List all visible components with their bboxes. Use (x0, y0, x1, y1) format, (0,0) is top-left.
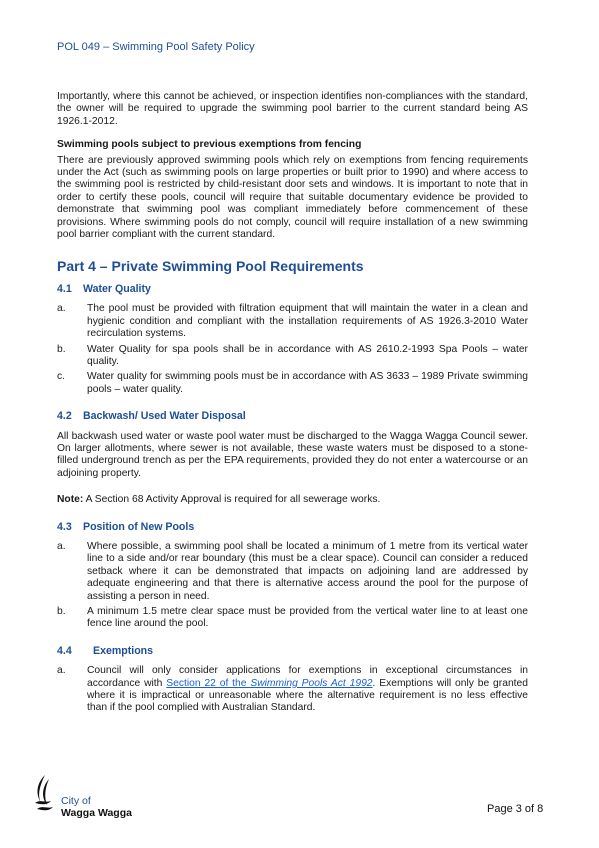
sewerage-note: Note: A Section 68 Activity Approval is required for all sewerage works. (57, 494, 381, 506)
part-4-heading: Part 4 – Private Swimming Pool Requirements (57, 258, 364, 275)
list-item: a. The pool must be provided with filtration equipment that will maintain the water in a clean and hygienic condition and compliant with the installation requirements of AS 1926.3-2010 Water recirculation systems. (57, 303, 528, 340)
position-list (57, 541, 528, 631)
section-4-4-heading: 4.4 Exemptions (57, 644, 154, 657)
page-body (57, 91, 528, 723)
document-header: POL 049 – Swimming Pool Safety Policy (57, 41, 255, 53)
list-item: a. Where possible, a swimming pool shall be located a minimum of 1 metre from its vertical water line to a side and/or rear boundary (this must be a clear space). Council can consider a reduced setback where it can be demonstrated that impacts on adjoining land are addressed by adequate engineering and that there is alternative access around the pool for the purpose of assisting a person in need. (57, 540, 528, 602)
swimming-pools-act-link[interactable]: Section 22 of the Swimming Pools Act 1992 (166, 677, 373, 689)
council-logo-text: City of Wagga Wagga (61, 795, 132, 819)
list-item: b. Water Quality for spa pools shall be in accordance with AS 2610.2-1993 Spa Pools – water quality. (57, 343, 528, 367)
list-item: c. Water quality for swimming pools must be in accordance with AS 3633 – 1989 Private swimming pools – water quality. (57, 371, 528, 395)
exemptions-fencing-paragraph: There are previously approved swimming pools which rely on exemptions from fencing requirements under the Act (such as swimming pools on large properties or built prior to 1990) and where access to the swimming pool is restricted by child-resistant door sets and windows. It is important to note that in order to certify these pools, council will require that suitable documentary evidence be provided to demonstrate that swimming pool was compliant immediately before commencement of these provisions. Where swimming pools do not comply, council will require installation of a new swimming pool barrier compliant with the current standard. (57, 154, 528, 241)
water-quality-list (57, 303, 528, 396)
section-4-2-heading: 4.2 Backwash/ Used Water Disposal (57, 410, 246, 423)
section-4-3-heading: 4.3 Position of New Pools (57, 520, 195, 533)
intro-paragraph: Importantly, where this cannot be achieved, or inspection identifies non-compliances with the standard, the owner will be required to upgrade the swimming pool barrier to the current standard being AS 1926.1-2012. (57, 91, 528, 127)
list-item: b. A minimum 1.5 metre clear space must be provided from the vertical water line to at least one fence line around the pool. (57, 606, 528, 630)
list-item: a. Council will only consider applications for exemptions in exceptional circumstances in accordance with Section 22 of the Swimming Pools Act 1992. Exemptions will only be granted where it is impractical or unreasonable where the alternative requirement is no less effective than if the pool complied with Australian Standard. (57, 665, 528, 714)
backwash-paragraph: All backwash used water or waste pool water must be discharged to the Wagga Wagga Council sewer. On larger allotments, where sewer is not available, these waste waters must be disposed to a stone-filled underground trench as per the EPA requirements, provided they do not enter a watercourse or an adjoining property. (57, 430, 528, 479)
section-4-1-heading: 4.1 Water Quality (57, 282, 151, 295)
exemptions-list (57, 665, 528, 715)
page-number: Page 3 of 8 (487, 803, 544, 815)
subheading-exemptions-fencing: Swimming pools subject to previous exemptions from fencing (57, 139, 362, 151)
